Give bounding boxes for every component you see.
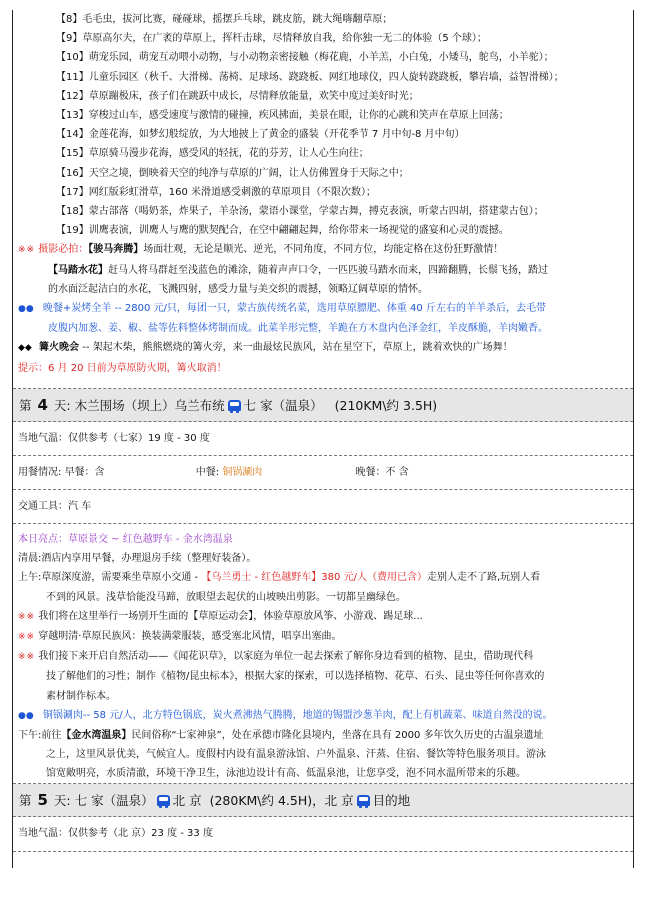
photo-highlight — [18, 240, 628, 260]
dinner-info: 晚餐：不 含 — [355, 467, 409, 478]
route-sep: ，北 京 — [312, 793, 354, 808]
day4-details-block — [13, 524, 633, 784]
activity-item: 【11】儿童乐园区（秋千、大滑梯、荡椅、足球场、跷跷板、网红地球仪，四人旋转跷跷板，攀岩墙，益智滑梯）； — [56, 71, 564, 83]
sports-meeting — [18, 607, 628, 627]
activity-item: 【15】草原骑马漫步花海，感受风的轻抚，花的芬芳，让人心生向往； — [56, 148, 369, 160]
day3-activities-block — [13, 10, 633, 389]
dinner-text: 晚餐+炭烤全羊 -- 2800 元/只，每团一只，蒙古族传统名菜，选用草原膘肥、体重 40 斤左右的羊羊杀后，去毛带 — [42, 303, 546, 315]
route-from: 七 家（温泉） — [74, 793, 154, 808]
bus-icon — [157, 795, 170, 806]
nature-activity-continued: 素材制作标本。 — [46, 690, 116, 702]
day4-weather: 当地气温：仅供参考（七家）19 度 - 30 度 — [13, 422, 633, 456]
day4-meals — [13, 456, 633, 490]
activity-item: 【9】草原高尔夫，在广袤的草原上，挥杆击球，尽情释放自我，给你独一无二的体验（5 个球）； — [56, 33, 487, 45]
nature-activity-continued: 技了解他们的习性；制作《植物/昆虫标本》，根据大家的探索，可以选择植物、花草、石头、昆虫等任何你喜欢的 — [46, 671, 545, 683]
am-label: 上午: — [18, 572, 42, 584]
activity-item: 【12】草原蹦极床，孩子们在跳跃中成长，尽情释放能量，欢笑中度过美好时光； — [56, 90, 419, 102]
water-horse-continued: 的水面泛起洁白的水花，飞溅四射，感受力量与美交织的震撼，领略辽阔草原的情怀。 — [48, 283, 428, 295]
photo-title: 【骏马奔腾】 — [88, 244, 144, 256]
act1-text: 我们将在这里举行一场别开生面的【草原运动会】，体验草原放风筝、小游戏、踢足球... — [38, 610, 423, 622]
water-title: 【马踏水花】 — [48, 264, 108, 276]
route-from: 木兰围场（坝上）乌兰布统 — [74, 398, 225, 413]
dinner-marker: ●● — [18, 304, 34, 315]
morning-tour — [18, 568, 628, 587]
hot-spring-name: 【金水湾温泉】 — [61, 730, 132, 742]
afternoon-continued: 馆宽敞明亮，水质清澈，环境干净卫生，泳池边设计有高、低温泉池，让您享受，泡不同水温所带来的乐趣。 — [46, 768, 526, 780]
route-dest: 目的地 — [372, 793, 411, 808]
route-distance: (280KM\约 4.5H) — [209, 793, 313, 808]
act2-marker: ※※ — [18, 632, 36, 643]
bbq-lamb-dinner-continued: 皮腹内加葱、姜、椒、盐等佐料整体烤制而成。此菜羊形完整，羊跪在方木盘内色泽金红，羊皮酥脆，羊肉嫩香。 — [48, 323, 548, 335]
bus-icon — [228, 400, 241, 411]
day-number: 4 — [37, 396, 48, 414]
route-distance: (210KM\约 3.5H) — [334, 398, 438, 413]
meals-label: 用餐情况: — [18, 467, 62, 478]
early-text: 酒店内享用早餐，办理退房手续（整理好装备）。 — [41, 553, 257, 565]
day-number: 5 — [37, 791, 48, 809]
day-suffix: 天: — [53, 398, 71, 413]
lunch-text: 铜锅涮肉-- 58 元/人，北方特色锅底，炭火煮沸热气腾腾，地道的锡盟沙葱羊肉，配上有机蔬菜、味道自然没的说。 — [42, 709, 553, 721]
act2-text: 穿越明清·草原民族风：换装满蒙服装，感受塞北风情，唱享出塞曲。 — [38, 631, 342, 643]
afternoon-continued: 之上，这里风景优美，气候宜人。度假村内设有温泉游泳馆、户外温泉、汗蒸、住宿、餐饮等特色服务项目。游泳 — [46, 749, 546, 761]
costume-experience — [18, 627, 628, 647]
day-label: 第 — [19, 793, 32, 808]
am-text: 草原深度游，需要乘坐草原小交通 - — [41, 572, 202, 584]
route-to: 七 家（温泉） — [243, 398, 323, 413]
early-label: 清晨: — [18, 553, 42, 565]
fire-prevention-notice: 提示：6 月 20 日前为草原防火期，篝火取消！ — [18, 362, 227, 374]
bonfire-party — [18, 338, 628, 358]
water-horse-paragraph — [18, 261, 628, 280]
lunch-label: 中餐: — [195, 467, 220, 478]
activity-item: 【10】萌宠乐园，萌宠互动喂小动物，与小动物亲密接触（梅花鹿，小羊羔，小白兔，小矮马，鸵鸟，小羊驼）； — [56, 52, 554, 64]
act3-text: 我们接下来开启自然活动——《闻花识草》，以家庭为单位一起去探索了解你身边看到的植物、昆虫，借助现代科 — [38, 651, 534, 663]
pm-text-2: 民间俗称“七家神泉”，处在承德市隆化县境内，坐落在具有 2000 多年饮久历史的古温泉遗址 — [131, 730, 544, 742]
day4-header — [13, 389, 633, 422]
day4-transport: 交通工具：汽 车 — [13, 490, 633, 524]
water-text: 赶马人将马群赶至浅蓝色的滩涂，随着声声口令，一匹匹骏马踏水而来，四蹄翻腾，长鬃飞扬，踏过 — [108, 264, 548, 276]
route-to: 北 京 — [172, 793, 202, 808]
act3-marker: ※※ — [18, 652, 36, 663]
lunch-value: 铜锅涮肉 — [222, 467, 263, 478]
photo-text: 场面壮观，无论是顺光、逆光，不同角度，不同方位，均能定格在这份狂野激情！ — [143, 244, 504, 256]
afternoon-hot-spring — [18, 726, 628, 745]
early-morning — [18, 549, 628, 568]
activity-item: 【17】网红版彩虹滑草，160 米滑道感受刺激的草原项目（不限次数）； — [56, 186, 376, 198]
breakfast-info: 早餐：含 — [64, 467, 105, 478]
morning-tour-continued: 不到的风景。浅草恰能没马蹄，放眼望去起伏的山坡映出剪影。一切都呈幽绿色。 — [46, 591, 406, 603]
activity-item: 【18】蒙古部落（喝奶茶，炸果子，羊杂汤，蒙语小课堂，学蒙古舞，搏克表演，听蒙古四胡，搭建蒙古包）； — [56, 206, 544, 218]
day5-weather: 当地气温：仅供参考（北 京）23 度 - 33 度 — [13, 817, 633, 852]
bonfire-text: -- 架起木柴，熊熊燃烧的篝火旁，来一曲最炫民族风，站在星空下，草原上，跳着欢快的广场舞！ — [82, 342, 513, 354]
pm-text: 前往 — [41, 730, 62, 742]
nature-activity — [18, 647, 628, 667]
activity-item: 【13】穿梭过山车，感受速度与激情的碰撞，疾风拂面，美景在眼，让你的心跳和笑声在草原上回荡； — [56, 110, 509, 122]
photo-marker: ※※ — [18, 245, 36, 256]
bbq-lamb-dinner — [18, 299, 628, 319]
activity-item: 【16】天空之境，倒映着天空的纯净与草原的广阔，让人仿佛置身于天际之中； — [56, 167, 409, 179]
activity-item: 【8】毛毛虫，拔河比赛，碰碰球，摇摆乒乓球，跳皮筋，跳大绳嗨翻草原； — [56, 14, 393, 25]
day-highlight: 本日亮点：草原景交 ~ 红色越野车 - 金水湾温泉 — [18, 534, 233, 545]
bus-icon — [357, 795, 370, 806]
activity-item: 【14】金莲花海，如梦幻般绽放，为大地披上了黄金的盛装（开花季节 7 月中旬-8 月中旬） — [56, 129, 465, 141]
am-text-2: 走别人走不了路,玩别人看 — [426, 572, 541, 584]
itinerary-page — [12, 10, 634, 868]
activity-item: 【19】训鹰表演，训鹰人与鹰的默契配合，在空中翩翩起舞，给你带来一场视觉的盛宴和心灵的震撼。 — [56, 225, 509, 237]
pm-label: 下午: — [18, 730, 42, 742]
day-label: 第 — [19, 398, 32, 413]
day-suffix: 天: — [53, 793, 71, 808]
lunch-marker: ●● — [18, 710, 34, 721]
bonfire-marker: ◆◆ — [18, 343, 32, 354]
day5-header — [13, 784, 633, 817]
am-offroad-price: 【乌兰勇士 - 红色越野车】380 元/人（费用已含） — [201, 572, 427, 584]
hotpot-lunch — [18, 706, 628, 726]
bonfire-title: 篝火晚会 — [39, 342, 80, 354]
act1-marker: ※※ — [18, 611, 36, 622]
photo-label: 摄影必拍： — [38, 244, 89, 256]
